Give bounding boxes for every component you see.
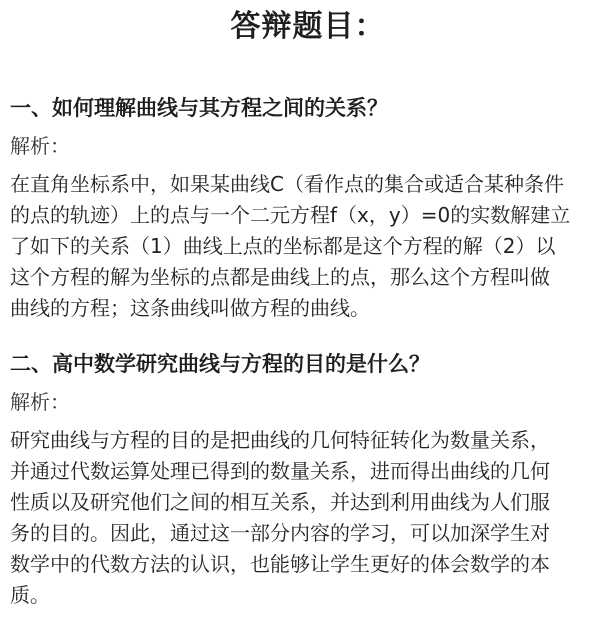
answer-line: 数学中的代数方法的认识，也能够让学生更好的体会数学的本 (10, 552, 550, 576)
answer-line: 曲线的方程；这条曲线叫做方程的曲线。 (10, 296, 370, 320)
answer-line: 并通过代数运算处理已得到的数量关系，进而得出曲线的几何 (10, 459, 550, 483)
answer-line: 在直角坐标系中，如果某曲线C（看作点的集合或适合某种条件 (10, 172, 564, 196)
question-heading-1: 一、如何理解曲线与其方程之间的关系？ (10, 96, 388, 120)
answer-line: 务的目的。因此，通过这一部分内容的学习，可以加深学生对 (10, 521, 550, 545)
answer-paragraph-2 (10, 425, 610, 611)
answer-line: 性质以及研究他们之间的相互关系，并达到利用曲线为人们服 (10, 490, 550, 514)
question-heading-2: 二、高中数学研究曲线与方程的目的是什么？ (10, 352, 430, 376)
answer-line: 这个方程的解为坐标的点都是曲线上的点，那么这个方程叫做 (10, 265, 550, 289)
analysis-label-2: 解析： (10, 390, 70, 414)
answer-line: 研究曲线与方程的目的是把曲线的几何特征转化为数量关系， (10, 428, 550, 452)
answer-line: 的点的轨迹）上的点与一个二元方程f（x，y）=0的实数解建立 (10, 203, 571, 227)
page-title: 答辩题目： (230, 9, 386, 44)
answer-paragraph-1 (10, 169, 610, 324)
answer-line: 了如下的关系（1）曲线上点的坐标都是这个方程的解（2）以 (10, 234, 556, 258)
analysis-label-1: 解析： (10, 134, 70, 158)
answer-line: 质。 (10, 583, 50, 607)
